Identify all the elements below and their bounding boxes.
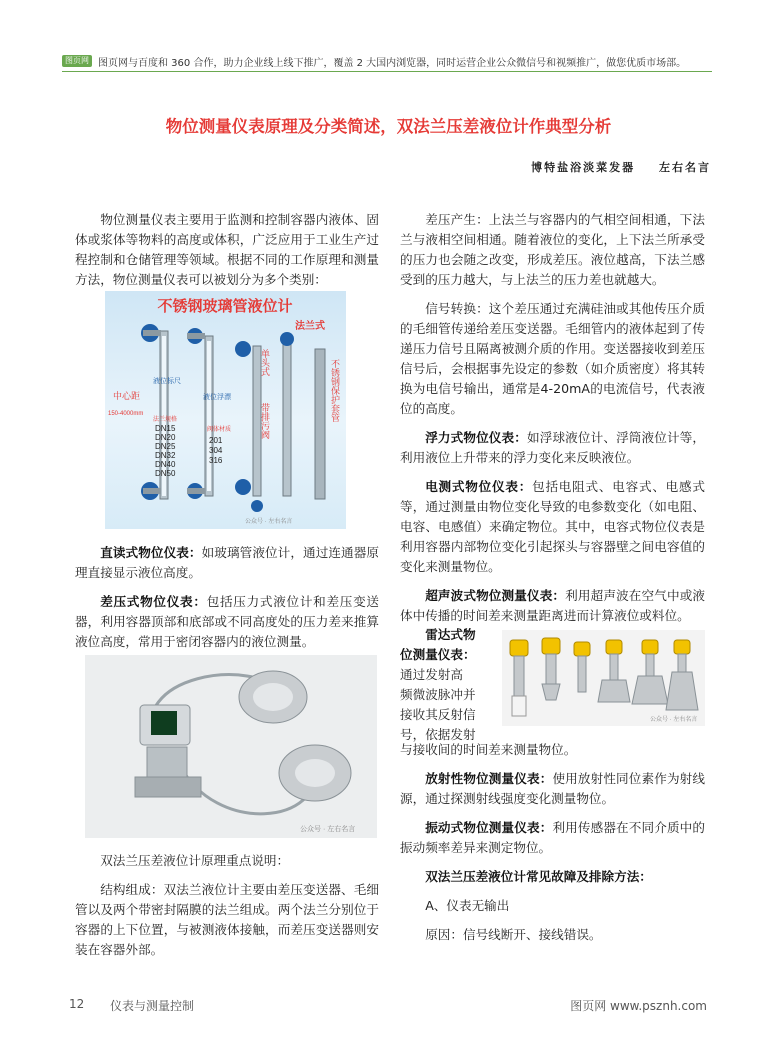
- fig1-watermark: 公众号 · 左右名言: [245, 519, 293, 525]
- left-column-top: [75, 210, 379, 299]
- spec-item: DN15: [155, 424, 176, 433]
- electric-heading: 电测式物位仪表：: [425, 479, 533, 494]
- header-text: 图页网与百度和 360 合作，助力企业线上线下推广，覆盖 2 大国内浏览器，同时运营企业公众微信号和视频推广，做您优质市场部。: [98, 57, 687, 69]
- fault-a-reason: 原因：信号线断开、接线错误。: [425, 927, 602, 942]
- fig1-spec-label: 法兰规格: [153, 417, 178, 423]
- radar-illustration: [502, 630, 705, 726]
- diff-pressure-heading: 差压式物位仪表：: [100, 594, 207, 609]
- diff-pressure-text: 包括压力式液位计和差压变送器，利用容器顶部和底部或不同高度处的压力差来推算液位高度，常用于密闭容器内的液位测量。: [75, 594, 380, 649]
- vibration-text: 利用传感器在不同介质中的振动频率差异来测定物位。: [400, 820, 706, 855]
- direct-read-text: 如玻璃管液位计，通过连通器原理直接显示液位高度。: [75, 545, 380, 580]
- intro-paragraph: 物位测量仪表主要用于监测和控制容器内液体、固体或浆体等物料的高度或体积，广泛应用于工业生产过程控制和仓储管理等领域。根据不同的工作原理和测量方法，物位测量仪表可以被划分为多个类别：: [75, 212, 379, 287]
- left-column-bottom: [75, 851, 379, 969]
- header-bar: [62, 52, 712, 70]
- fig1-sleeve-label: 不锈钢保护套管: [330, 359, 340, 422]
- ultrasonic-text: 利用超声波在空气中或液体中传播的时间差来测量距离进而计算液位或料位。: [400, 588, 706, 623]
- gauge-single-head: [280, 332, 294, 496]
- radiation-text: 使用放射性同位素作为射线源，通过探测射线强度变化测量物位。: [400, 771, 706, 806]
- header-divider: [62, 71, 712, 72]
- fig1-single-label: 单头式: [260, 349, 270, 376]
- transmitter-illustration: [85, 655, 377, 838]
- direct-read-heading: 直读式物位仪表：: [100, 545, 202, 560]
- gauge-sleeve: [315, 349, 325, 499]
- right-column-bottom: [400, 740, 705, 954]
- vibration-paragraph: [400, 818, 705, 858]
- fig1-title: 不锈钢玻璃管液位计: [157, 298, 293, 315]
- fig1-float-label: 液位浮漂: [203, 394, 231, 401]
- ultrasonic-heading: 超声波式物位测量仪表：: [425, 588, 566, 603]
- radar-tail: 与接收间的时间差来测量物位。: [400, 742, 577, 757]
- pressure-gen-paragraph: 差压产生：上法兰与容器内的气相空间相通，下法兰与液相空间相通。随着液位的变化，上下法兰所承受的压力也会随之改变，形成差压。液位越高，下法兰感受到的压力越大，与上法兰的压力差也就越大。: [400, 212, 705, 287]
- gauge-drain-valve: [235, 341, 263, 512]
- direct-read-paragraph: [75, 543, 379, 583]
- radiation-heading: 放射性物位测量仪表：: [425, 771, 553, 786]
- mat-item: 201: [209, 436, 223, 445]
- radar-heading-b: [400, 645, 495, 665]
- faults-heading: 双法兰压差液位计常见故障及排除方法：: [425, 869, 652, 884]
- left-column-mid: [75, 543, 379, 661]
- spec-item: DN20: [155, 433, 176, 442]
- figure-glass-tube-gauge: [105, 291, 346, 529]
- footer-site: 图页网 www.psznh.com: [570, 999, 707, 1013]
- page-number: 12: [69, 997, 85, 1011]
- radiation-paragraph: [400, 769, 705, 809]
- fig1-flange-label: 法兰式: [295, 321, 325, 332]
- fig1-scale-label: 液位标尺: [153, 378, 181, 385]
- radar-heading-part-b: 位测量仪表：: [400, 647, 476, 662]
- spec-item: DN25: [155, 442, 176, 451]
- radar-heading-part-a: 雷达式物: [425, 627, 476, 642]
- fig2-watermark: 公众号 · 左右名言: [300, 826, 356, 833]
- article-title: 物位测量仪表原理及分类简述，双法兰压差液位计作典型分析: [165, 117, 612, 136]
- fig1-mat-label: 阀体材质: [207, 427, 232, 433]
- signal-conv-paragraph: 信号转换：这个差压通过充满硅油或其他传压介质的毛细管传递给差压变送器。毛细管内的液体起到了传递压力信号且隔离被测介质的作用。变送器接收到差压信号后，会根据事先设定的参数（如介质密度）将其转换为电信号输出，通常是4-20mA的电流信号，代表液位的高度。: [400, 301, 705, 416]
- spec-item: DN40: [155, 460, 176, 469]
- fig1-center-label: 中心距: [113, 391, 141, 401]
- radar-line: 接收其反射信: [400, 707, 476, 722]
- buoyancy-heading: 浮力式物位仪表：: [425, 430, 527, 445]
- structure-paragraph: 结构组成：双法兰液位计主要由差压变送器、毛细管以及两个带密封隔膜的法兰组成。两个法兰分别位于容器的上下位置，与被测液体接触，而差压变送器则安装在容器外部。: [75, 882, 379, 957]
- faults-heading-paragraph: [400, 867, 705, 887]
- mat-item: 304: [209, 446, 223, 455]
- electric-paragraph: [400, 477, 705, 577]
- figure-radar-meters: [502, 630, 705, 726]
- buoyancy-paragraph: [400, 428, 705, 468]
- ultrasonic-paragraph: [400, 586, 705, 626]
- right-column-top: [400, 210, 705, 635]
- fault-a: A、仪表无输出: [425, 898, 510, 913]
- buoyancy-text: 如浮球液位计、浮筒液位计等，利用液位上升带来的浮力变化来反映液位。: [400, 430, 706, 465]
- journal-name: 仪表与测量控制: [110, 999, 195, 1013]
- site-logo: 图页网: [62, 55, 92, 67]
- gauge-illustration: [105, 291, 346, 529]
- radar-wrapped-text: [400, 625, 495, 745]
- spec-item: DN50: [155, 469, 176, 478]
- fig1-range-label: 150-4000mm: [108, 411, 144, 417]
- vibration-heading: 振动式物位测量仪表：: [425, 820, 553, 835]
- radar-line: 号，依据发射: [400, 727, 476, 742]
- author-line: [531, 159, 711, 175]
- diff-pressure-paragraph: [75, 592, 379, 652]
- author-name: 左右名言: [659, 161, 711, 174]
- mat-item: 316: [209, 456, 223, 465]
- spec-item: DN32: [155, 451, 176, 460]
- radar-heading-a: [400, 625, 495, 645]
- electric-text: 包括电阻式、电容式、电感式等，通过测量由物位变化导致的电参数变化（如电阻、电容、电感值）来确定物位。其中，电容式物位仪表是利用容器内部物位变化引起探头与容器壁之间电容值的变化来测量物位。: [400, 479, 706, 574]
- author-org: 博特盐浴淡菜发器: [531, 161, 636, 174]
- principle-heading: 双法兰压差液位计原理重点说明：: [100, 853, 290, 868]
- fig1-drain-label: 带排污阀: [260, 403, 270, 439]
- radar-line: 通过发射高: [400, 667, 463, 682]
- figure-double-flange-transmitter: [85, 655, 377, 838]
- fig3-watermark: 公众号 · 左右名言: [650, 717, 698, 723]
- gauge-double-valve: [187, 328, 213, 499]
- radar-line: 频微波脉冲并: [400, 687, 476, 702]
